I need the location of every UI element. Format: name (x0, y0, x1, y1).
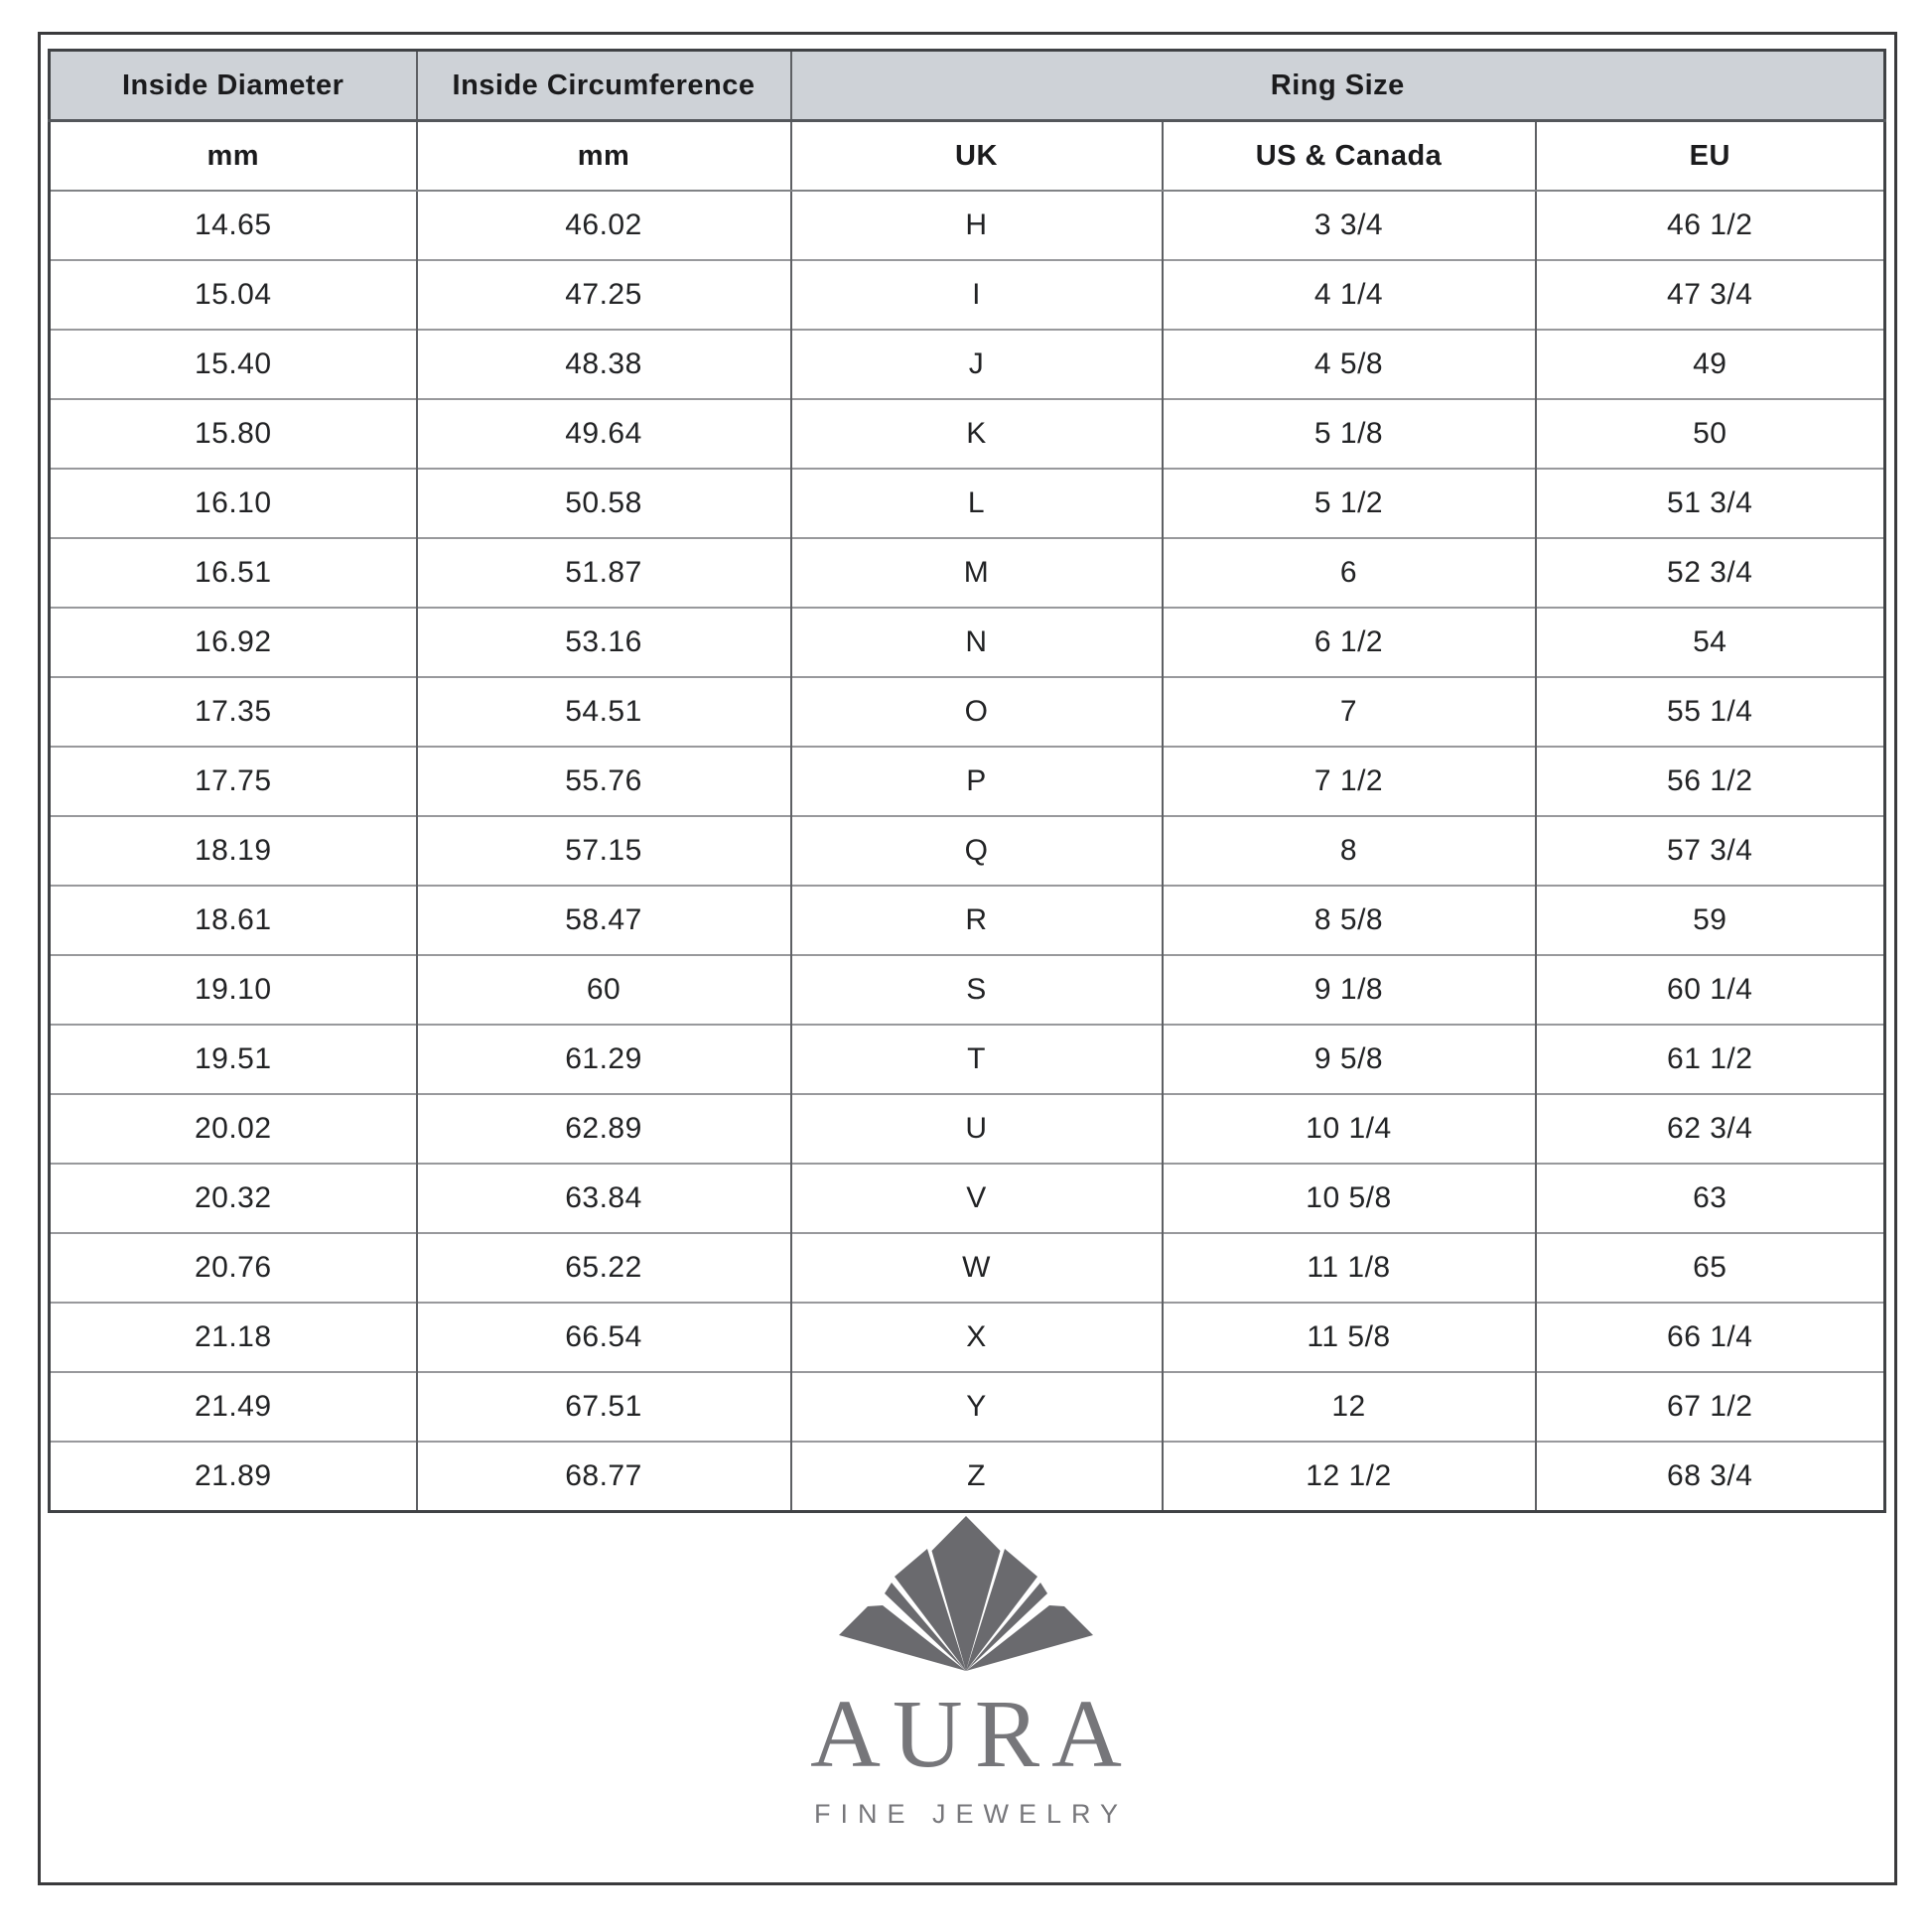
table-cell: 49.64 (417, 399, 791, 469)
table-cell: 66.54 (417, 1303, 791, 1372)
table-cell: 21.18 (50, 1303, 417, 1372)
table-group-header-row (50, 51, 1885, 121)
table-cell: 52 3/4 (1536, 538, 1885, 608)
table-subheader-row (50, 121, 1885, 192)
table-cell: 53.16 (417, 608, 791, 677)
table-cell: 65.22 (417, 1233, 791, 1303)
table-row (50, 886, 1885, 955)
table-cell: L (791, 469, 1163, 538)
table-cell: 11 1/8 (1163, 1233, 1536, 1303)
table-cell: 54.51 (417, 677, 791, 747)
table-row (50, 330, 1885, 399)
table-cell: 63.84 (417, 1164, 791, 1233)
table-cell: 9 5/8 (1163, 1025, 1536, 1094)
table-cell: 59 (1536, 886, 1885, 955)
table-cell: 56 1/2 (1536, 747, 1885, 816)
brand-tagline: FINE JEWELRY (813, 1799, 1129, 1829)
table-cell: 6 1/2 (1163, 608, 1536, 677)
table-row (50, 469, 1885, 538)
header-inside-circumference: Inside Circumference (417, 51, 791, 121)
table-cell: 11 5/8 (1163, 1303, 1536, 1372)
table-cell: 12 1/2 (1163, 1442, 1536, 1512)
header-ring-size: Ring Size (791, 51, 1885, 121)
table-row (50, 816, 1885, 886)
table-cell: K (791, 399, 1163, 469)
table-cell: 12 (1163, 1372, 1536, 1442)
table-cell: H (791, 191, 1163, 260)
table-cell: 15.80 (50, 399, 417, 469)
table-cell: 18.19 (50, 816, 417, 886)
table-cell: W (791, 1233, 1163, 1303)
table-cell: 58.47 (417, 886, 791, 955)
table-row (50, 1233, 1885, 1303)
table-cell: U (791, 1094, 1163, 1164)
table-cell: 7 (1163, 677, 1536, 747)
table-cell: 14.65 (50, 191, 417, 260)
table-cell: 18.61 (50, 886, 417, 955)
table-cell: 50 (1536, 399, 1885, 469)
table-cell: 57 3/4 (1536, 816, 1885, 886)
table-cell: 15.40 (50, 330, 417, 399)
table-cell: V (791, 1164, 1163, 1233)
table-cell: 68.77 (417, 1442, 791, 1512)
table-cell: 4 5/8 (1163, 330, 1536, 399)
table-cell: T (791, 1025, 1163, 1094)
table-row (50, 747, 1885, 816)
table-cell: 47.25 (417, 260, 791, 330)
table-cell: 19.10 (50, 955, 417, 1025)
table-row (50, 1303, 1885, 1372)
table-cell: 51.87 (417, 538, 791, 608)
table-row (50, 260, 1885, 330)
table-cell: 8 (1163, 816, 1536, 886)
table-cell: 50.58 (417, 469, 791, 538)
table-cell: 46 1/2 (1536, 191, 1885, 260)
table-body (50, 191, 1885, 1512)
table-cell: 16.10 (50, 469, 417, 538)
table-row (50, 538, 1885, 608)
table-cell: 17.35 (50, 677, 417, 747)
table-cell: 21.49 (50, 1372, 417, 1442)
table-row (50, 955, 1885, 1025)
table-cell: 47 3/4 (1536, 260, 1885, 330)
table-cell: 46.02 (417, 191, 791, 260)
table-cell: 60 (417, 955, 791, 1025)
table-cell: 65 (1536, 1233, 1885, 1303)
table-cell: 21.89 (50, 1442, 417, 1512)
subheader-diameter-mm: mm (50, 121, 417, 192)
table-cell: 68 3/4 (1536, 1442, 1885, 1512)
table-cell: 55 1/4 (1536, 677, 1885, 747)
table-cell: M (791, 538, 1163, 608)
table-cell: 63 (1536, 1164, 1885, 1233)
fan-logo-icon (835, 1513, 1097, 1674)
table-row (50, 1094, 1885, 1164)
table-cell: 60 1/4 (1536, 955, 1885, 1025)
subheader-us-canada: US & Canada (1163, 121, 1536, 192)
table-cell: 49 (1536, 330, 1885, 399)
table-cell: 17.75 (50, 747, 417, 816)
ring-size-table (48, 49, 1886, 1513)
table-cell: 61 1/2 (1536, 1025, 1885, 1094)
table-cell: 5 1/2 (1163, 469, 1536, 538)
table-cell: 3 3/4 (1163, 191, 1536, 260)
table-cell: 9 1/8 (1163, 955, 1536, 1025)
table-cell: 20.76 (50, 1233, 417, 1303)
table-cell: Z (791, 1442, 1163, 1512)
table-cell: Y (791, 1372, 1163, 1442)
table-cell: 20.32 (50, 1164, 417, 1233)
brand-name: AURA (810, 1681, 1134, 1788)
table-cell: 67.51 (417, 1372, 791, 1442)
subheader-uk: UK (791, 121, 1163, 192)
table-cell: 62.89 (417, 1094, 791, 1164)
table-cell: 67 1/2 (1536, 1372, 1885, 1442)
table-cell: 7 1/2 (1163, 747, 1536, 816)
table-cell: 48.38 (417, 330, 791, 399)
table-cell: 15.04 (50, 260, 417, 330)
table-cell: 54 (1536, 608, 1885, 677)
table-cell: 57.15 (417, 816, 791, 886)
table-cell: 20.02 (50, 1094, 417, 1164)
subheader-circumference-mm: mm (417, 121, 791, 192)
table-cell: 8 5/8 (1163, 886, 1536, 955)
table-cell: 66 1/4 (1536, 1303, 1885, 1372)
table-cell: 19.51 (50, 1025, 417, 1094)
brand-logo (0, 1513, 1932, 1828)
table-cell: O (791, 677, 1163, 747)
table-cell: 62 3/4 (1536, 1094, 1885, 1164)
table-cell: R (791, 886, 1163, 955)
table-cell: 6 (1163, 538, 1536, 608)
table-cell: I (791, 260, 1163, 330)
table-cell: 51 3/4 (1536, 469, 1885, 538)
table-row (50, 1164, 1885, 1233)
table-cell: P (791, 747, 1163, 816)
header-inside-diameter: Inside Diameter (50, 51, 417, 121)
table-cell: N (791, 608, 1163, 677)
table-cell: 4 1/4 (1163, 260, 1536, 330)
table-cell: 10 5/8 (1163, 1164, 1536, 1233)
table-cell: 5 1/8 (1163, 399, 1536, 469)
table-cell: J (791, 330, 1163, 399)
table-row (50, 677, 1885, 747)
table-cell: 16.51 (50, 538, 417, 608)
table-cell: X (791, 1303, 1163, 1372)
table-cell: 55.76 (417, 747, 791, 816)
table-row (50, 608, 1885, 677)
table-row (50, 399, 1885, 469)
table-row (50, 1372, 1885, 1442)
subheader-eu: EU (1536, 121, 1885, 192)
table-cell: 61.29 (417, 1025, 791, 1094)
table-row (50, 191, 1885, 260)
table-cell: 16.92 (50, 608, 417, 677)
table-row (50, 1442, 1885, 1512)
table-cell: Q (791, 816, 1163, 886)
table-cell: 10 1/4 (1163, 1094, 1536, 1164)
table-cell: S (791, 955, 1163, 1025)
table-row (50, 1025, 1885, 1094)
